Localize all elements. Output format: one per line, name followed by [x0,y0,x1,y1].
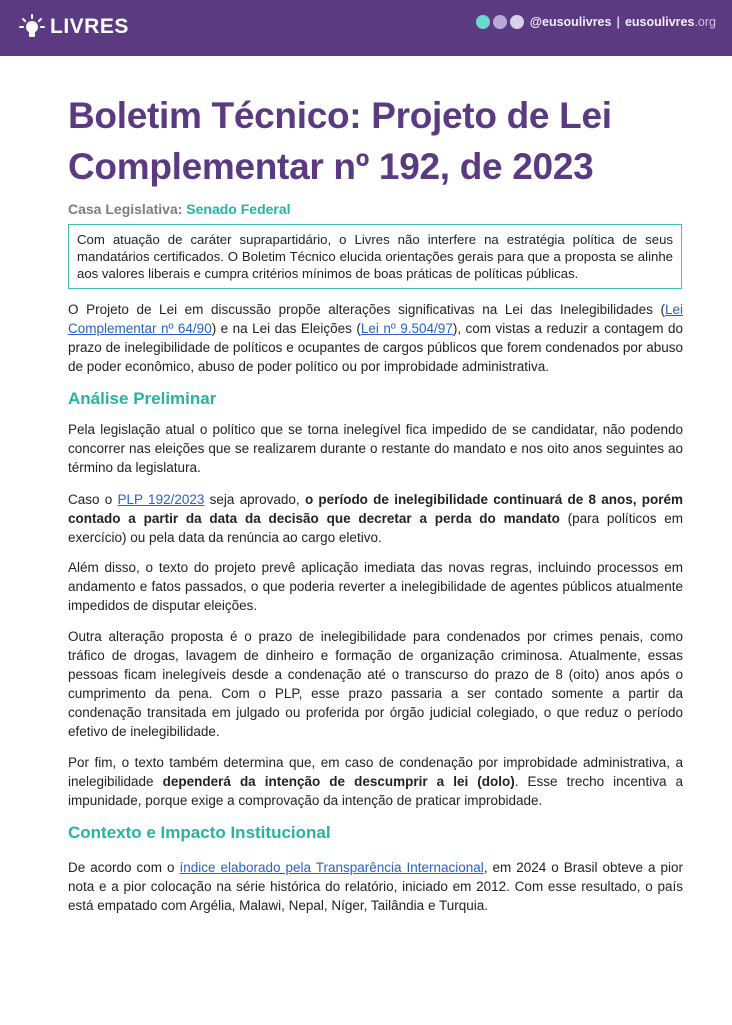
analise-paragraph-4: Outra alteração proposta é o prazo de inelegibilidade para condenados por crimes penais, como tráfico de drogas, lavagem de dinheiro e formação de organização criminosa. Atualmente, essas pessoas ficam inelegíveis desde a condenação até o transcurso do prazo de 8 (oito) anos após o cumprimento da pena. Com o PLP, esse prazo passaria a ser contado somente a partir da condenação transitada em julgado ou proferida por órgão judicial colegiado, o que reduz o período efetivo de inelegibilidade. [68,629,683,739]
house-label: Casa Legislativa: [68,201,183,217]
twitter-icon[interactable] [476,15,490,29]
house-value: Senado Federal [186,201,291,217]
analise-paragraph-5: Por fim, o texto também determina que, em caso de condenação por improbidade administrativa, a inelegibilidade dependerá da intenção de descumprir a lei (dolo). Esse trecho incentiva a impunidade, porque exige a comprovação da intenção de praticar improbidade. [68,755,683,808]
transparencia-index-link[interactable]: índice elaborado pela Transparência Internacional [179,860,484,875]
plp-192-link[interactable]: PLP 192/2023 [117,492,205,507]
facebook-icon[interactable] [510,15,524,29]
social-handle[interactable]: @eusoulivres [529,15,612,29]
page-title: Boletim Técnico: Projeto de Lei Complementar nº 192, de 2023 [68,95,612,187]
header-bar [0,0,732,56]
lc-64-90-link[interactable]: Lei Complementar nº 64/90 [68,302,683,336]
lightbulb-icon [18,13,46,41]
legislative-house [68,201,291,217]
disclaimer-box: Com atuação de caráter suprapartidário, o Livres não interfere na estratégia política de seus mandatários certificados. O Boletim Técnico elucida orientações gerais para que a proposta se alinhe aos valores liberais e cumpra critérios mínimos de boas práticas de políticas públicas. [68,224,682,289]
section-heading-contexto: Contexto e Impacto Institucional [68,823,331,842]
instagram-icon[interactable] [493,15,507,29]
website-link[interactable]: eusoulivres.org [624,15,716,29]
social-links [476,15,716,29]
lei-9504-link[interactable]: Lei nº 9.504/97 [360,321,453,336]
logo-text: LIVRES [50,15,129,38]
livres-logo[interactable] [18,13,129,41]
analise-paragraph-2: Caso o PLP 192/2023 seja aprovado, o período de inelegibilidade continuará de 8 anos, porém contado a partir da data da decisão que decretar a perda do mandato (para políticos em exercício) ou pela data da renúncia ao cargo eletivo. [68,492,683,545]
analise-paragraph-1: Pela legislação atual o político que se torna inelegível fica impedido de se candidatar, não podendo concorrer nas eleições que se realizarem durante o restante do mandato e nos oito anos seguintes ao término da legislatura. [68,422,683,475]
contexto-paragraph-1: De acordo com o índice elaborado pela Transparência Internacional, em 2024 o Brasil obteve a pior nota e a pior colocação na série histórica do relatório, iniciado em 2012. Com esse resultado, o país está empatado com Argélia, Malawi, Nepal, Níger, Tailândia e Turquia. [68,860,683,913]
section-heading-analise: Análise Preliminar [68,389,217,408]
intro-paragraph: O Projeto de Lei em discussão propõe alterações significativas na Lei das Inelegibilidades (Lei Complementar nº 64/90) e na Lei das Eleições (Lei nº 9.504/97), com vistas a reduzir a contagem do prazo de inelegibilidade de políticos e ocupantes de cargos públicos que forem condenados por abuso de poder econômico, abuso de poder político ou por improbidade administrativa. [68,302,683,374]
separator: | [616,15,620,29]
analise-paragraph-3: Além disso, o texto do projeto prevê aplicação imediata das novas regras, incluindo processos em andamento e fatos passados, o que poderia reverter a inelegibilidade de agentes públicos atualmente impedidos de disputar eleições. [68,560,683,613]
